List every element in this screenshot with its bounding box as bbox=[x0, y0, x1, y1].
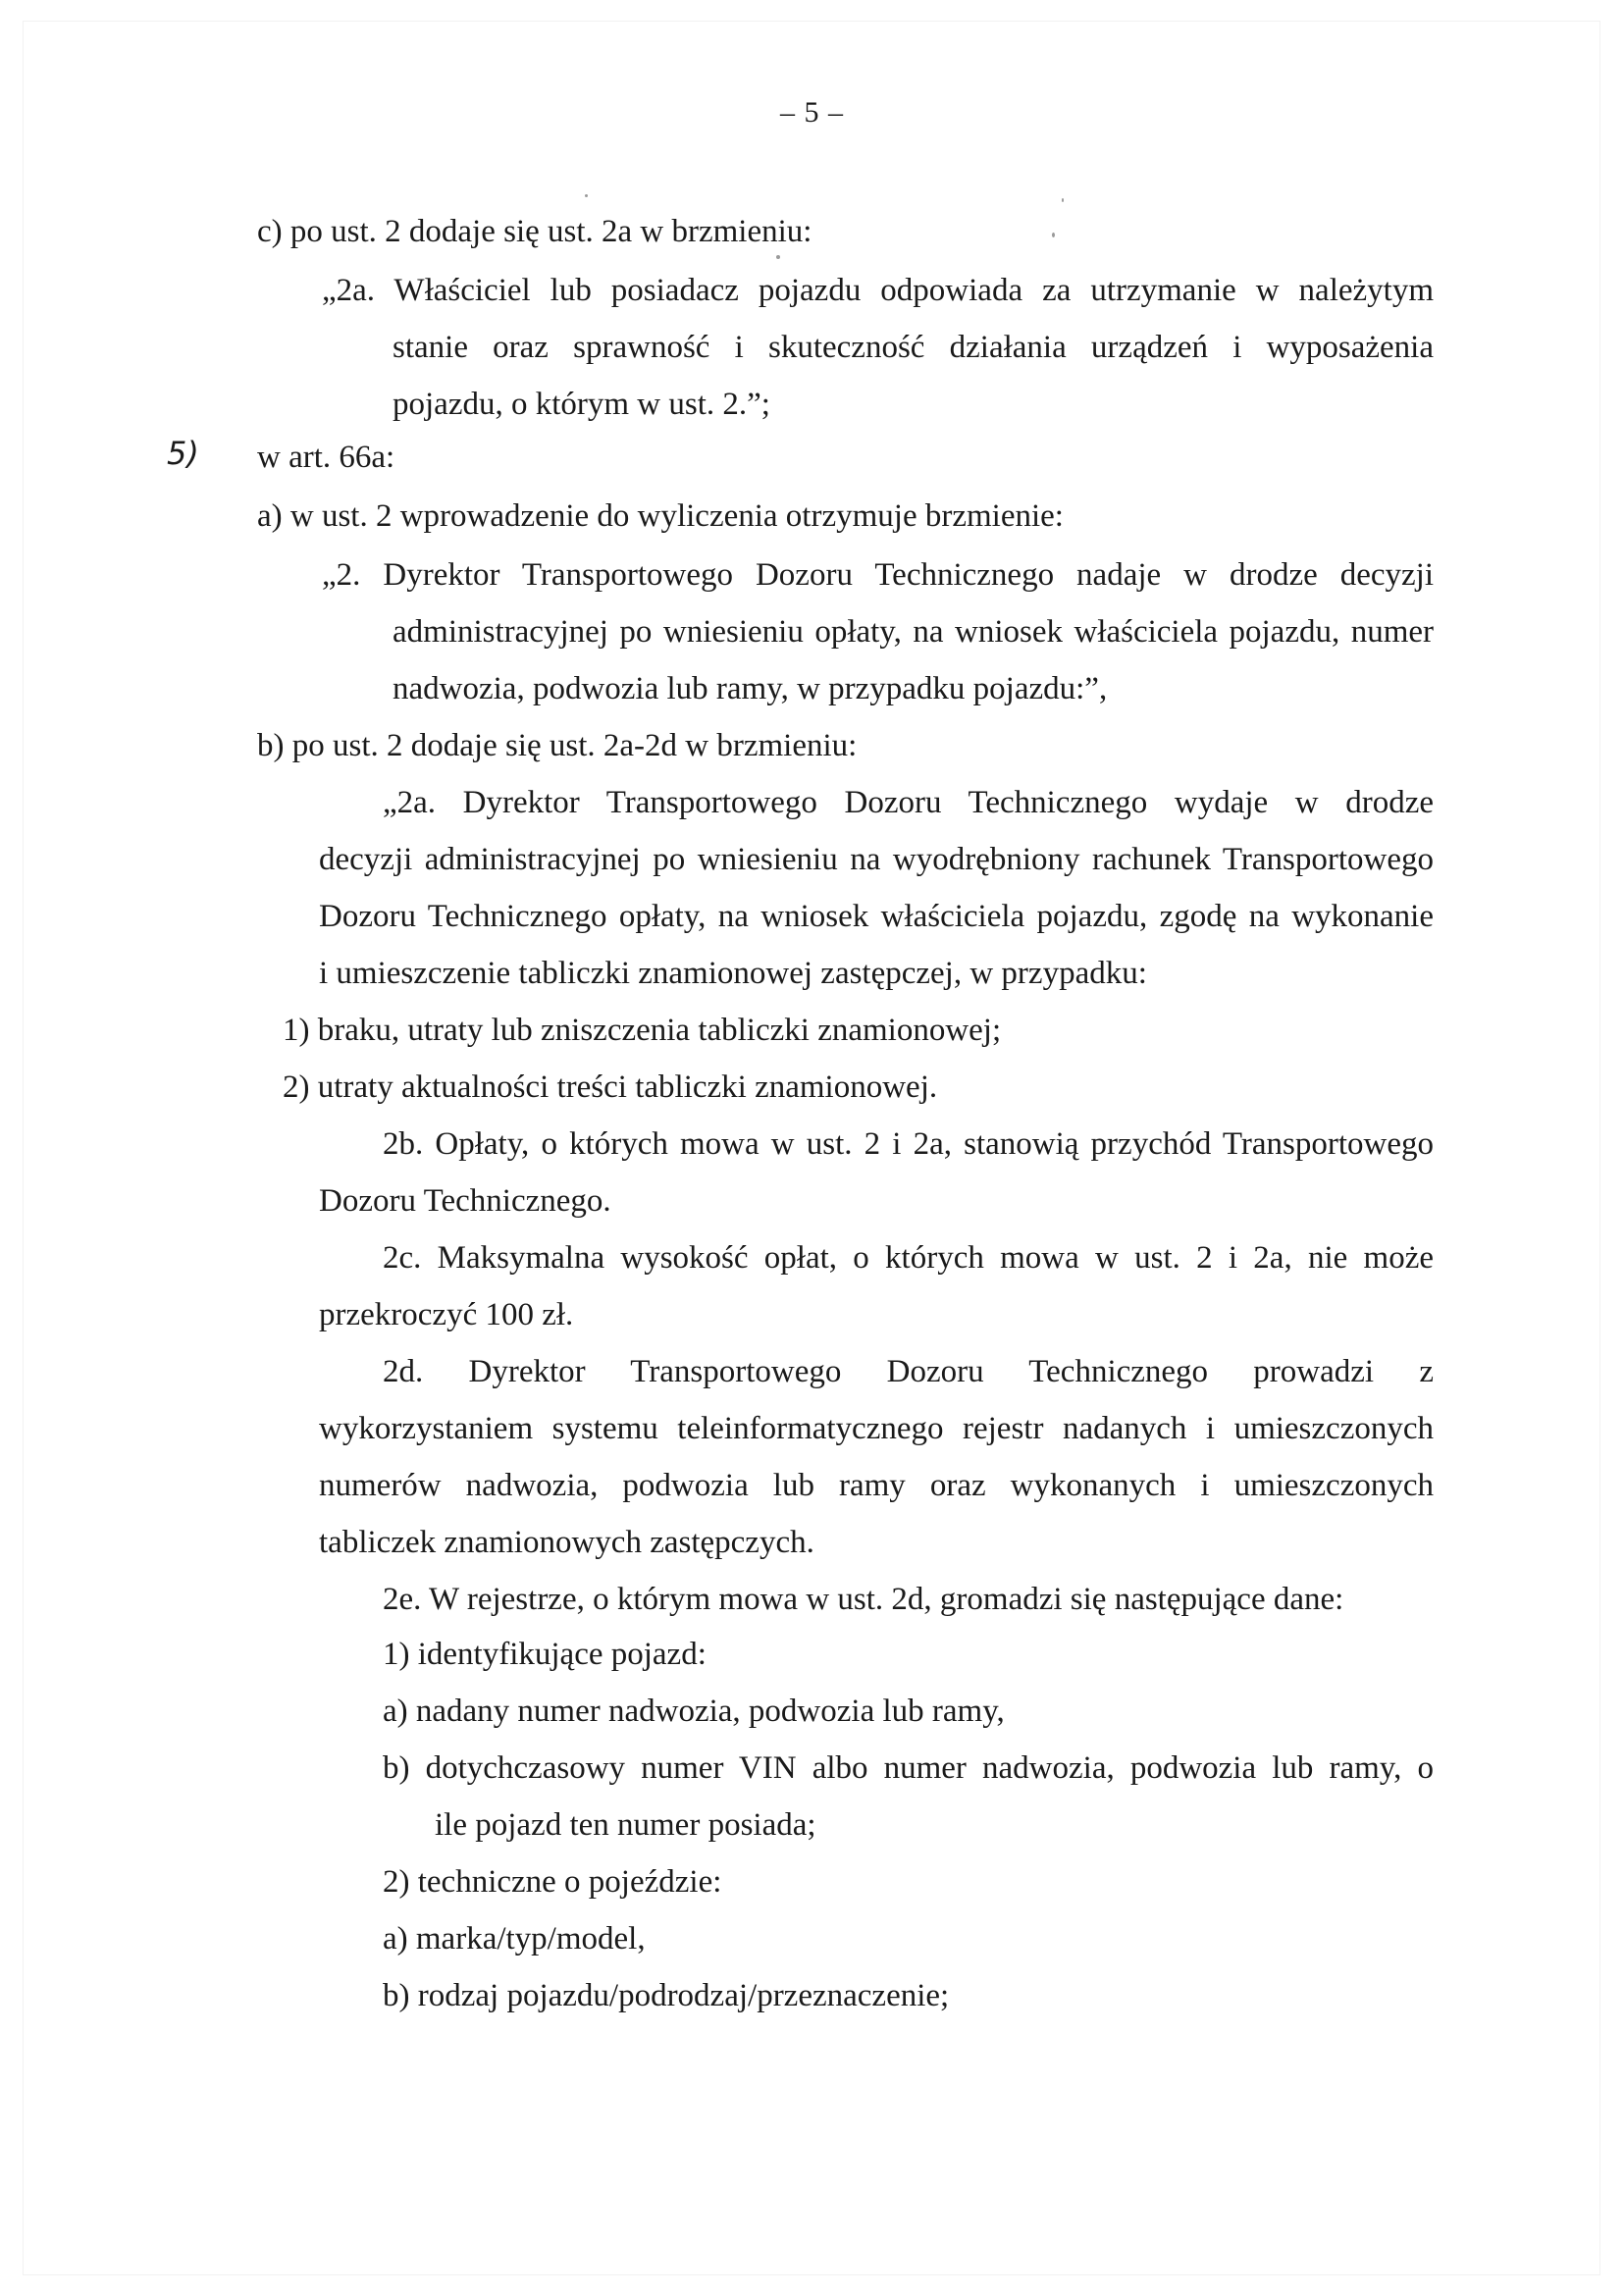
text-line: „2a. Właściciel lub posiadacz pojazdu odpowiada za utrzymanie w należytym bbox=[322, 273, 1434, 308]
scan-speck bbox=[585, 194, 588, 197]
text-line: „2a. Dyrektor Transportowego Dozoru Technicznego wydaje w drodze bbox=[383, 785, 1434, 820]
page-number: – 5 – bbox=[780, 96, 844, 129]
text-line: administracyjnej po wniesieniu opłaty, na wniosek właściciela pojazdu, numer bbox=[393, 614, 1434, 650]
text-line: nadwozia, podwozia lub ramy, w przypadku pojazdu:”, bbox=[393, 671, 1108, 706]
text-line: c) po ust. 2 dodaje się ust. 2a w brzmieniu: bbox=[257, 214, 812, 249]
text-line: 2c. Maksymalna wysokość opłat, o których mowa w ust. 2 i 2a, nie może bbox=[383, 1240, 1434, 1276]
text-line: a) marka/typ/model, bbox=[383, 1921, 646, 1956]
text-line: przekroczyć 100 zł. bbox=[319, 1297, 574, 1332]
text-line: Dozoru Technicznego opłaty, na wniosek właściciela pojazdu, zgodę na wykonanie bbox=[319, 899, 1434, 934]
text-line: 2e. W rejestrze, o którym mowa w ust. 2d, gromadzi się następujące dane: bbox=[383, 1582, 1344, 1617]
text-line: 1) identyfikujące pojazd: bbox=[383, 1637, 707, 1672]
text-line: a) w ust. 2 wprowadzenie do wyliczenia otrzymuje brzmienie: bbox=[257, 498, 1064, 534]
text-line: b) dotychczasowy numer VIN albo numer nadwozia, podwozia lub ramy, o bbox=[383, 1750, 1434, 1786]
text-line: decyzji administracyjnej po wniesieniu na wyodrębniony rachunek Transportowego bbox=[319, 842, 1434, 877]
text-line: „2. Dyrektor Transportowego Dozoru Technicznego nadaje w drodze decyzji bbox=[322, 557, 1434, 593]
text-line: 2b. Opłaty, o których mowa w ust. 2 i 2a, stanowią przychód Transportowego bbox=[383, 1126, 1434, 1162]
text-line: b) rodzaj pojazdu/podrodzaj/przeznaczenie; bbox=[383, 1978, 950, 2013]
text-line: ile pojazd ten numer posiada; bbox=[435, 1807, 816, 1843]
text-line: b) po ust. 2 dodaje się ust. 2a-2d w brzmieniu: bbox=[257, 728, 858, 763]
text-line: pojazdu, o którym w ust. 2.”; bbox=[393, 387, 770, 422]
text-line: stanie oraz sprawność i skuteczność działania urządzeń i wyposażenia bbox=[393, 330, 1434, 365]
text-line: 2d. Dyrektor Transportowego Dozoru Technicznego prowadzi z bbox=[383, 1354, 1434, 1389]
text-line: 2) techniczne o pojeździe: bbox=[383, 1864, 722, 1900]
text-line: numerów nadwozia, podwozia lub ramy oraz wykonanych i umieszczonych bbox=[319, 1468, 1434, 1503]
handwritten-item-number: 5) bbox=[167, 435, 199, 472]
scan-speck bbox=[1052, 233, 1055, 237]
scan-speck bbox=[1062, 198, 1064, 202]
text-line: w art. 66a: bbox=[257, 440, 395, 475]
text-line: 2) utraty aktualności treści tabliczki znamionowej. bbox=[283, 1069, 938, 1105]
text-line: Dozoru Technicznego. bbox=[319, 1183, 611, 1219]
scan-speck bbox=[776, 255, 780, 259]
text-line: 1) braku, utraty lub zniszczenia tabliczki znamionowej; bbox=[283, 1013, 1002, 1048]
text-line: i umieszczenie tabliczki znamionowej zastępczej, w przypadku: bbox=[319, 956, 1147, 991]
text-line: tabliczek znamionowych zastępczych. bbox=[319, 1525, 814, 1560]
text-line: wykorzystaniem systemu teleinformatycznego rejestr nadanych i umieszczonych bbox=[319, 1411, 1434, 1446]
text-line: a) nadany numer nadwozia, podwozia lub ramy, bbox=[383, 1694, 1005, 1729]
